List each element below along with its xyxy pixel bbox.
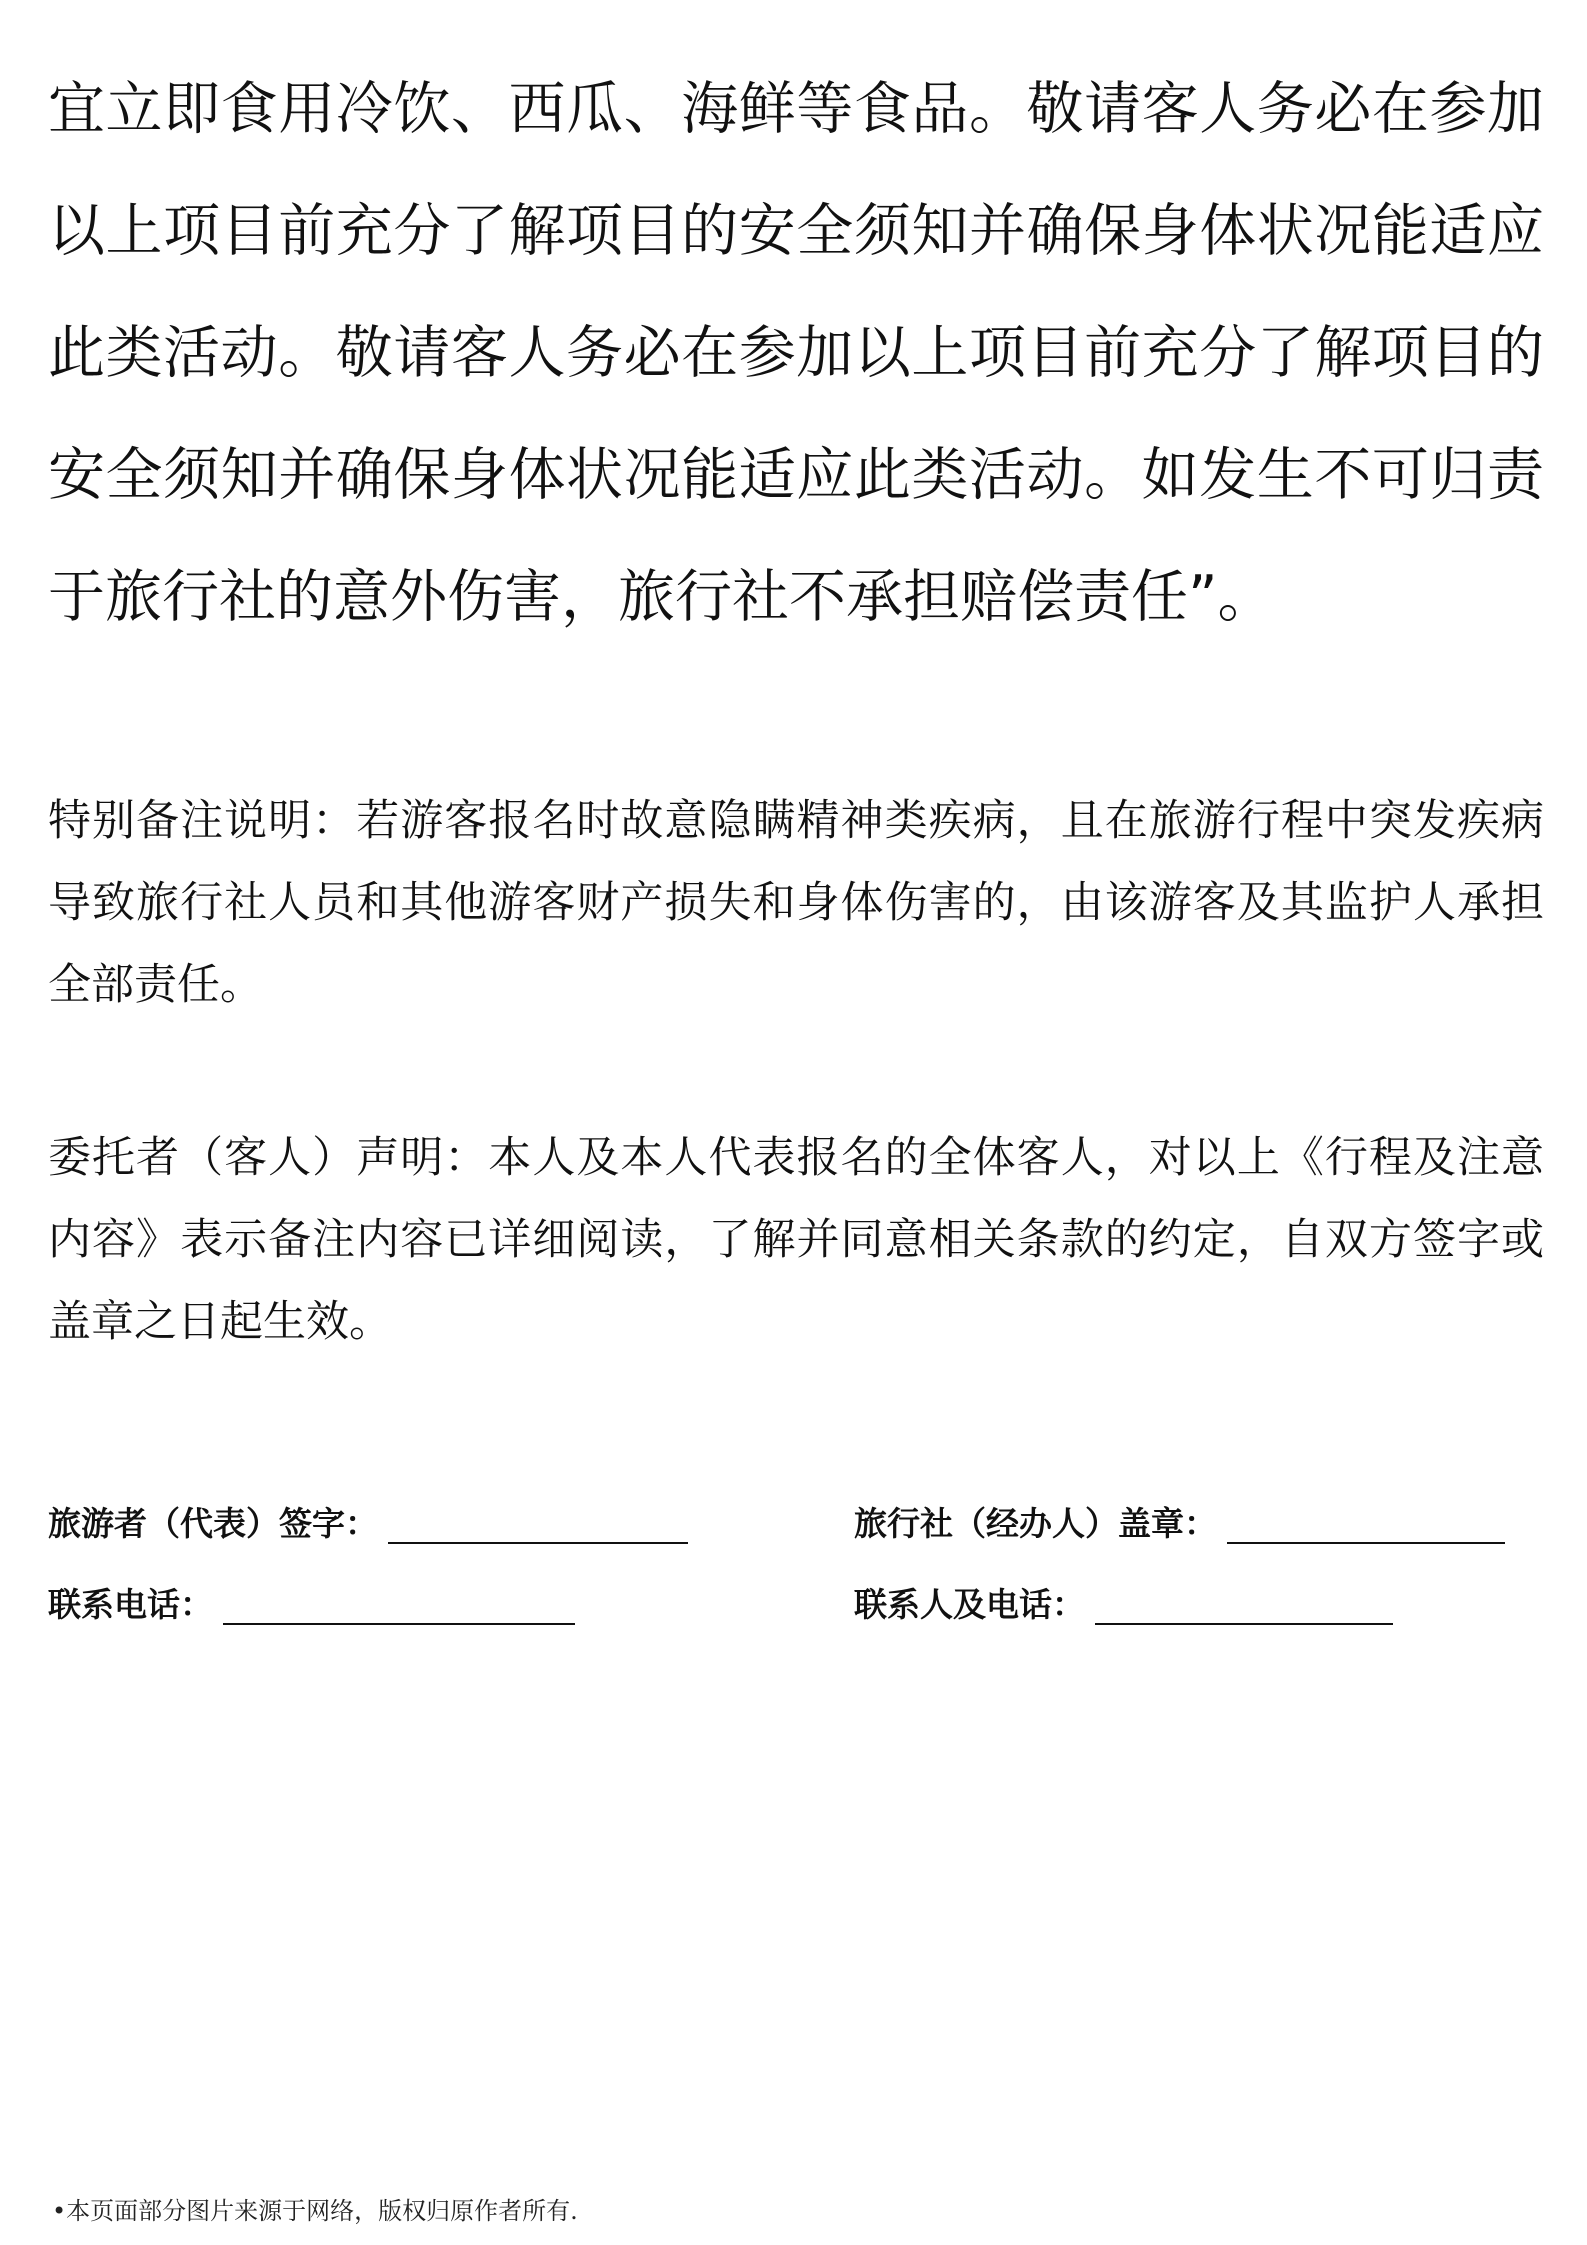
tourist-phone-field	[48, 1585, 575, 1625]
tourist-signature-line[interactable]	[388, 1506, 688, 1544]
special-note: 特别备注说明：若游客报名时故意隐瞒精神类疾病，且在旅游行程中突发疾病导致旅行社人员和其他游客财产损失和身体伤害的，由该游客及其监护人承担全部责任。	[48, 796, 1544, 1010]
client-statement: 委托者（客人）声明：本人及本人代表报名的全体客人，对以上《行程及注意内容》表示备注内容已详细阅读，了解并同意相关条款的约定，自双方签字或盖章之日起生效。	[48, 1133, 1544, 1347]
signature-row-1	[48, 1504, 1544, 1564]
agency-stamp-label: 旅行社（经办人）盖章：	[854, 1504, 1217, 1543]
top-paragraph: 宜立即食用冷饮、西瓜、海鲜等食品。敬请客人务必在参加以上项目前充分了解项目的安全须知并确保身体状况能适应此类活动。敬请客人务必在参加以上项目前充分了解项目的安全须知并确保身体状况能适应此类活动。如发生不可归责于旅行社的意外伤害，旅行社不承担赔偿责任”。	[48, 76, 1544, 630]
tourist-signature-label: 旅游者（代表）签字：	[48, 1504, 378, 1543]
signature-row-2	[48, 1585, 1544, 1645]
tourist-signature-field	[48, 1504, 688, 1544]
agency-stamp-line[interactable]	[1227, 1506, 1505, 1544]
tourist-phone-label: 联系电话：	[48, 1585, 213, 1624]
tourist-phone-line[interactable]	[223, 1587, 575, 1625]
contact-phone-line[interactable]	[1095, 1587, 1393, 1625]
contact-phone-label: 联系人及电话：	[854, 1585, 1085, 1624]
footer-copyright-note: •本页面部分图片来源于网络，版权归原作者所有.	[52, 2197, 578, 2225]
agency-stamp-field	[854, 1504, 1505, 1544]
contact-phone-field	[854, 1585, 1393, 1625]
